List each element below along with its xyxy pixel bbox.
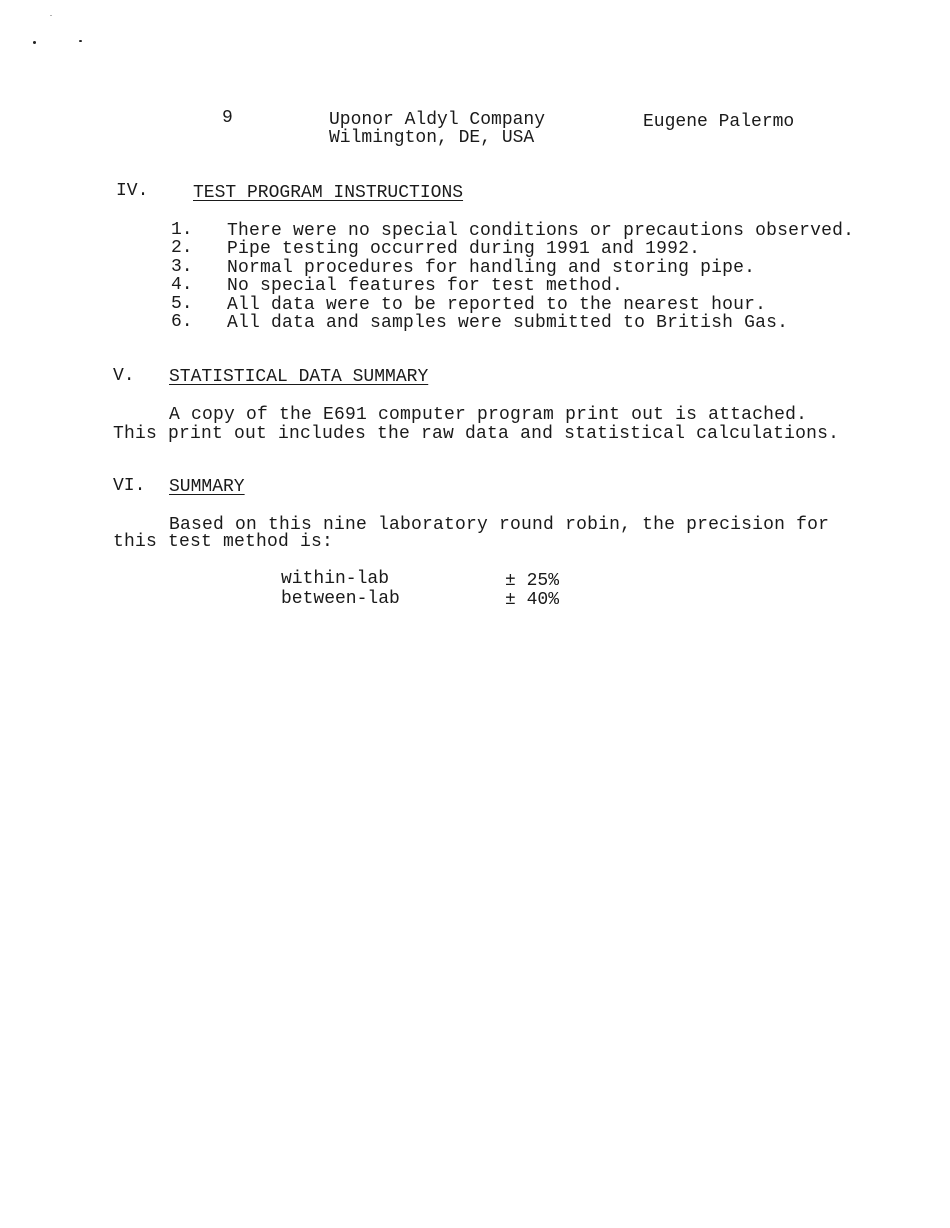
scan-speck <box>79 40 82 42</box>
list-item-text: All data were to be reported to the nearest hour. <box>227 295 767 315</box>
list-item-text: No special features for test method. <box>227 276 624 296</box>
list-item-text: Pipe testing occurred during 1991 and 1992. <box>227 239 701 259</box>
list-item-number: 6. <box>171 312 193 332</box>
list-item-number: 4. <box>171 275 193 295</box>
precision-value: ± 40% <box>505 590 560 610</box>
list-item-number: 3. <box>171 257 193 277</box>
list-item-text: Normal procedures for handling and storing pipe. <box>227 258 756 278</box>
scan-speck <box>50 15 52 16</box>
section-iv-numeral: IV. <box>116 181 149 201</box>
list-item-number: 1. <box>171 220 193 240</box>
section-vi-numeral: VI. <box>113 476 146 496</box>
list-item-text: There were no special conditions or precautions observed. <box>227 221 855 241</box>
section-v-numeral: V. <box>113 366 135 386</box>
list-item-text: All data and samples were submitted to British Gas. <box>227 313 789 333</box>
header-company-location: Wilmington, DE, USA <box>329 128 535 148</box>
header-company-name: Uponor Aldyl Company <box>329 110 546 130</box>
section-iv-title: TEST PROGRAM INSTRUCTIONS <box>193 183 464 203</box>
list-item-number: 5. <box>171 294 193 314</box>
section-v-title: STATISTICAL DATA SUMMARY <box>169 367 429 387</box>
header-contact-name: Eugene Palermo <box>643 112 795 132</box>
precision-label: within-lab <box>281 569 390 589</box>
precision-label: between-lab <box>281 589 400 609</box>
section-v-paragraph-line1: A copy of the E691 computer program print out is attached. <box>169 405 808 425</box>
precision-value: ± 25% <box>505 571 560 591</box>
list-item-number: 2. <box>171 238 193 258</box>
section-vi-title: SUMMARY <box>169 477 245 497</box>
scan-speck <box>33 41 36 44</box>
section-v-paragraph-line2: This print out includes the raw data and statistical calculations. <box>113 424 840 444</box>
header-number: 9 <box>222 108 233 128</box>
section-vi-paragraph-line2: this test method is: <box>113 532 334 552</box>
section-vi-paragraph-line1: Based on this nine laboratory round robin, the precision for <box>169 515 830 535</box>
